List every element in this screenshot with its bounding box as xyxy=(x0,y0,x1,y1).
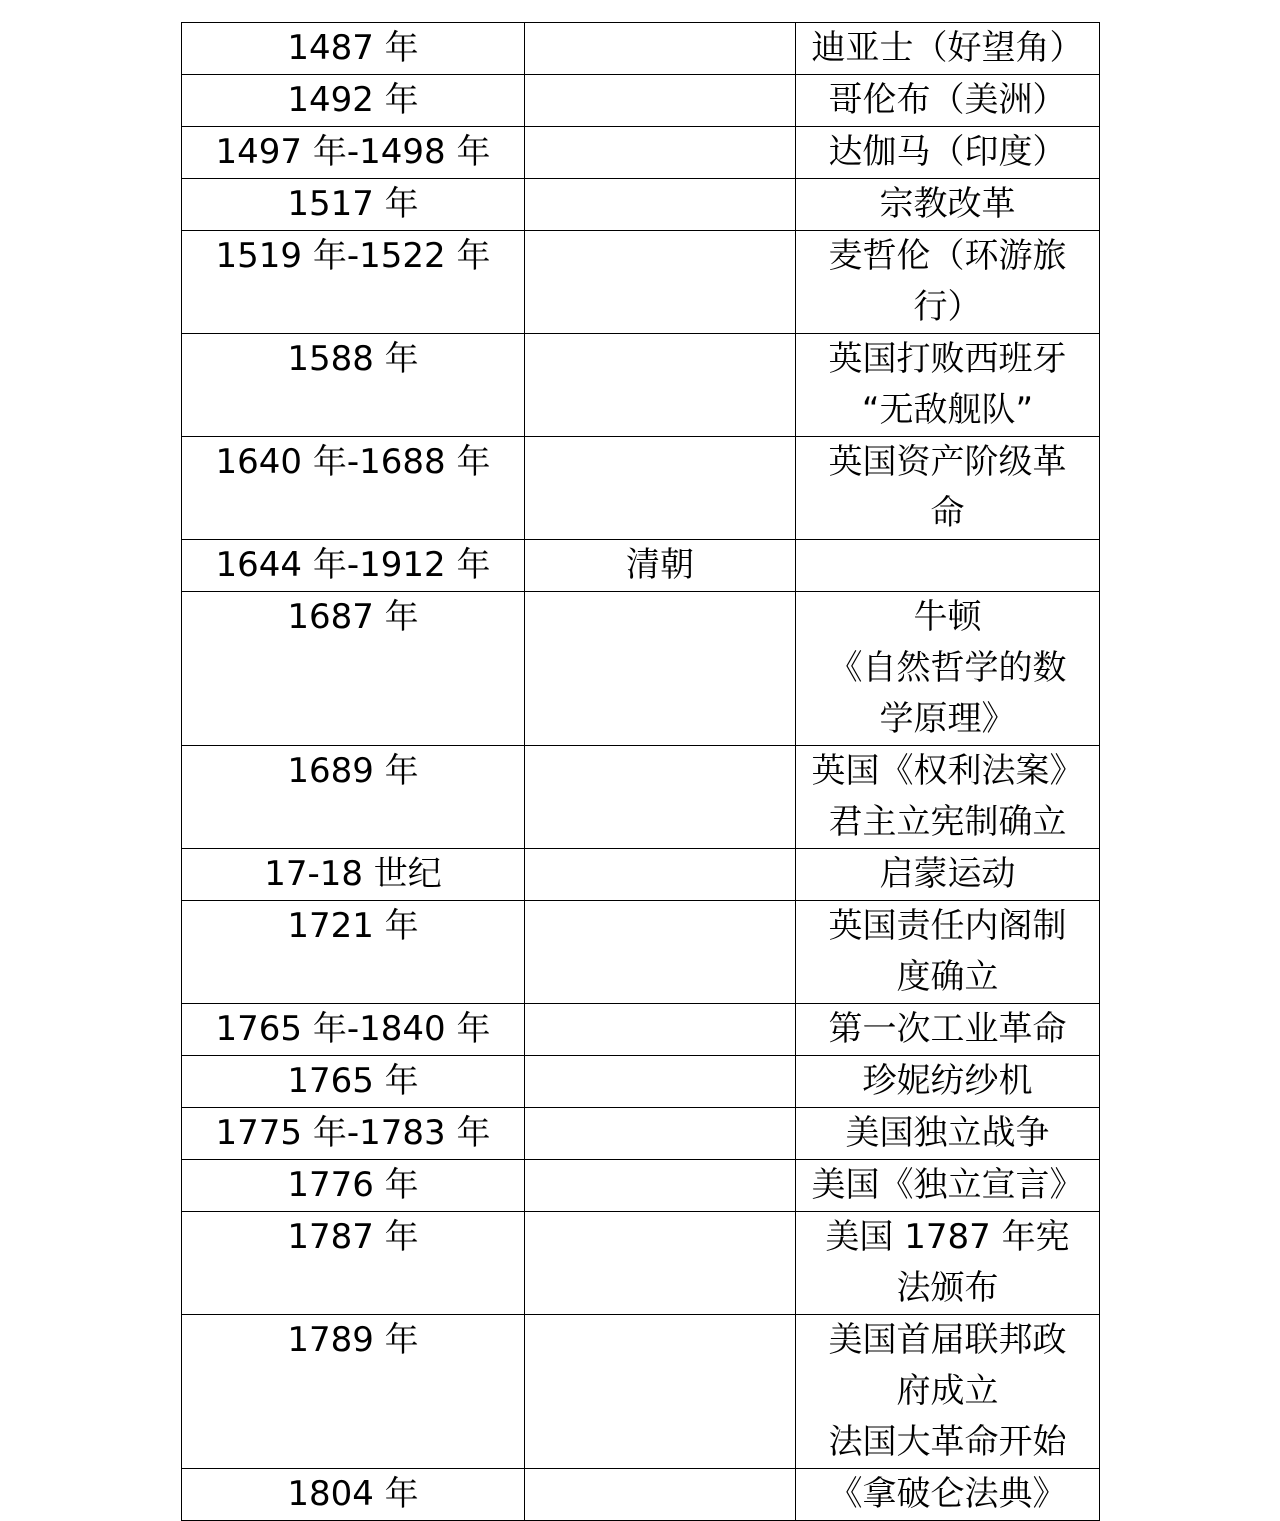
china-event-cell xyxy=(525,127,796,179)
table-row xyxy=(182,592,1100,746)
year-text: 1804 年 xyxy=(287,1474,419,1514)
china-event-cell xyxy=(525,1108,796,1160)
china-event-cell xyxy=(525,1469,796,1521)
year-cell xyxy=(182,540,525,592)
year-cell xyxy=(182,1469,525,1521)
table-row xyxy=(182,746,1100,849)
world-event-cell xyxy=(796,592,1100,746)
world-event-cell xyxy=(796,334,1100,437)
world-event-cell xyxy=(796,849,1100,901)
year-cell xyxy=(182,1004,525,1056)
year-cell xyxy=(182,1315,525,1469)
world-event-line: “无敌舰队” xyxy=(861,390,1034,430)
world-event-cell xyxy=(796,540,1100,592)
table-row xyxy=(182,1212,1100,1315)
year-cell xyxy=(182,75,525,127)
china-event-cell xyxy=(525,540,796,592)
year-cell xyxy=(182,1160,525,1212)
world-event-line: 牛顿 xyxy=(913,597,982,637)
year-cell xyxy=(182,127,525,179)
china-event-cell xyxy=(525,592,796,746)
table-row xyxy=(182,1004,1100,1056)
world-event-cell xyxy=(796,23,1100,75)
year-cell xyxy=(182,1056,525,1108)
year-text: 1492 年 xyxy=(287,80,419,120)
world-event-line: 英国责任内阁制 xyxy=(828,906,1067,946)
world-event-line: 英国资产阶级革 xyxy=(828,442,1067,482)
year-text: 1689 年 xyxy=(287,751,419,791)
world-event-cell xyxy=(796,1212,1100,1315)
year-text: 17-18 世纪 xyxy=(264,854,442,894)
world-event-line: 《拿破仑法典》 xyxy=(828,1474,1067,1514)
year-cell xyxy=(182,23,525,75)
table-row xyxy=(182,127,1100,179)
world-event-cell xyxy=(796,746,1100,849)
world-event-line: 英国打败西班牙 xyxy=(828,339,1067,379)
world-event-line: 府成立 xyxy=(896,1371,999,1411)
table-row xyxy=(182,901,1100,1004)
table-row xyxy=(182,231,1100,334)
world-event-line: 美国 1787 年宪 xyxy=(825,1217,1070,1257)
year-cell xyxy=(182,231,525,334)
year-text: 1789 年 xyxy=(287,1320,419,1360)
year-text: 1588 年 xyxy=(287,339,419,379)
china-event-cell xyxy=(525,849,796,901)
world-event-line: 麦哲伦（环游旅 xyxy=(828,236,1067,276)
world-event-cell xyxy=(796,1004,1100,1056)
world-event-cell xyxy=(796,1108,1100,1160)
year-cell xyxy=(182,1212,525,1315)
year-text: 1487 年 xyxy=(287,28,419,68)
world-event-line: 学原理》 xyxy=(879,699,1016,739)
china-event-cell xyxy=(525,437,796,540)
timeline-body xyxy=(182,23,1100,1521)
year-text: 1640 年-1688 年 xyxy=(215,442,491,482)
world-event-line: 达伽马（印度） xyxy=(828,132,1067,172)
china-event-text: 清朝 xyxy=(626,545,694,585)
world-event-line: 美国《独立宣言》 xyxy=(811,1165,1084,1205)
world-event-cell xyxy=(796,231,1100,334)
world-event-line: 《自然哲学的数 xyxy=(828,648,1067,688)
table-row xyxy=(182,1160,1100,1212)
year-text: 1787 年 xyxy=(287,1217,419,1257)
china-event-cell xyxy=(525,1004,796,1056)
table-row xyxy=(182,334,1100,437)
world-event-line: 宗教改革 xyxy=(879,184,1016,224)
year-cell xyxy=(182,901,525,1004)
world-event-line: 美国独立战争 xyxy=(845,1113,1050,1153)
table-row xyxy=(182,23,1100,75)
world-event-line: 君主立宪制确立 xyxy=(828,802,1067,842)
world-event-line: 法颁布 xyxy=(896,1268,999,1308)
world-event-line: 英国《权利法案》 xyxy=(811,751,1084,791)
year-text: 1775 年-1783 年 xyxy=(215,1113,491,1153)
year-cell xyxy=(182,849,525,901)
world-event-line: 第一次工业革命 xyxy=(828,1009,1067,1049)
year-text: 1644 年-1912 年 xyxy=(215,545,491,585)
china-event-cell xyxy=(525,334,796,437)
year-cell xyxy=(182,592,525,746)
china-event-cell xyxy=(525,75,796,127)
world-event-cell xyxy=(796,179,1100,231)
world-event-cell xyxy=(796,437,1100,540)
year-text: 1497 年-1498 年 xyxy=(215,132,491,172)
world-event-line: 美国首届联邦政 xyxy=(828,1320,1067,1360)
china-event-cell xyxy=(525,1056,796,1108)
year-text: 1517 年 xyxy=(287,184,419,224)
world-event-cell xyxy=(796,1469,1100,1521)
year-cell xyxy=(182,1108,525,1160)
world-event-line: 法国大革命开始 xyxy=(828,1422,1067,1462)
world-event-cell xyxy=(796,75,1100,127)
world-event-line: 珍妮纺纱机 xyxy=(862,1061,1033,1101)
world-event-cell xyxy=(796,1315,1100,1469)
year-cell xyxy=(182,746,525,849)
year-text: 1687 年 xyxy=(287,597,419,637)
world-event-line xyxy=(796,540,1099,591)
world-event-line: 命 xyxy=(930,493,965,533)
table-row xyxy=(182,1056,1100,1108)
table-row xyxy=(182,1108,1100,1160)
world-event-line: 哥伦布（美洲） xyxy=(828,80,1067,120)
table-row xyxy=(182,75,1100,127)
table-row xyxy=(182,1315,1100,1469)
world-event-line: 启蒙运动 xyxy=(879,854,1016,894)
year-cell xyxy=(182,334,525,437)
world-event-cell xyxy=(796,1160,1100,1212)
world-event-cell xyxy=(796,127,1100,179)
table-row xyxy=(182,1469,1100,1521)
china-event-cell xyxy=(525,1315,796,1469)
world-event-line: 行） xyxy=(913,287,982,327)
history-timeline-table xyxy=(181,22,1100,1521)
china-event-cell xyxy=(525,231,796,334)
china-event-cell xyxy=(525,1160,796,1212)
table-row xyxy=(182,179,1100,231)
world-event-line: 度确立 xyxy=(896,957,999,997)
year-text: 1721 年 xyxy=(287,906,419,946)
year-text: 1765 年 xyxy=(287,1061,419,1101)
year-cell xyxy=(182,437,525,540)
table-row xyxy=(182,437,1100,540)
china-event-cell xyxy=(525,23,796,75)
china-event-cell xyxy=(525,746,796,849)
year-text: 1765 年-1840 年 xyxy=(215,1009,491,1049)
year-text: 1776 年 xyxy=(287,1165,419,1205)
china-event-cell xyxy=(525,901,796,1004)
world-event-cell xyxy=(796,901,1100,1004)
year-text: 1519 年-1522 年 xyxy=(215,236,491,276)
year-cell xyxy=(182,179,525,231)
table-row xyxy=(182,849,1100,901)
world-event-line: 迪亚士（好望角） xyxy=(811,28,1084,68)
china-event-cell xyxy=(525,1212,796,1315)
world-event-cell xyxy=(796,1056,1100,1108)
table-row xyxy=(182,540,1100,592)
china-event-cell xyxy=(525,179,796,231)
